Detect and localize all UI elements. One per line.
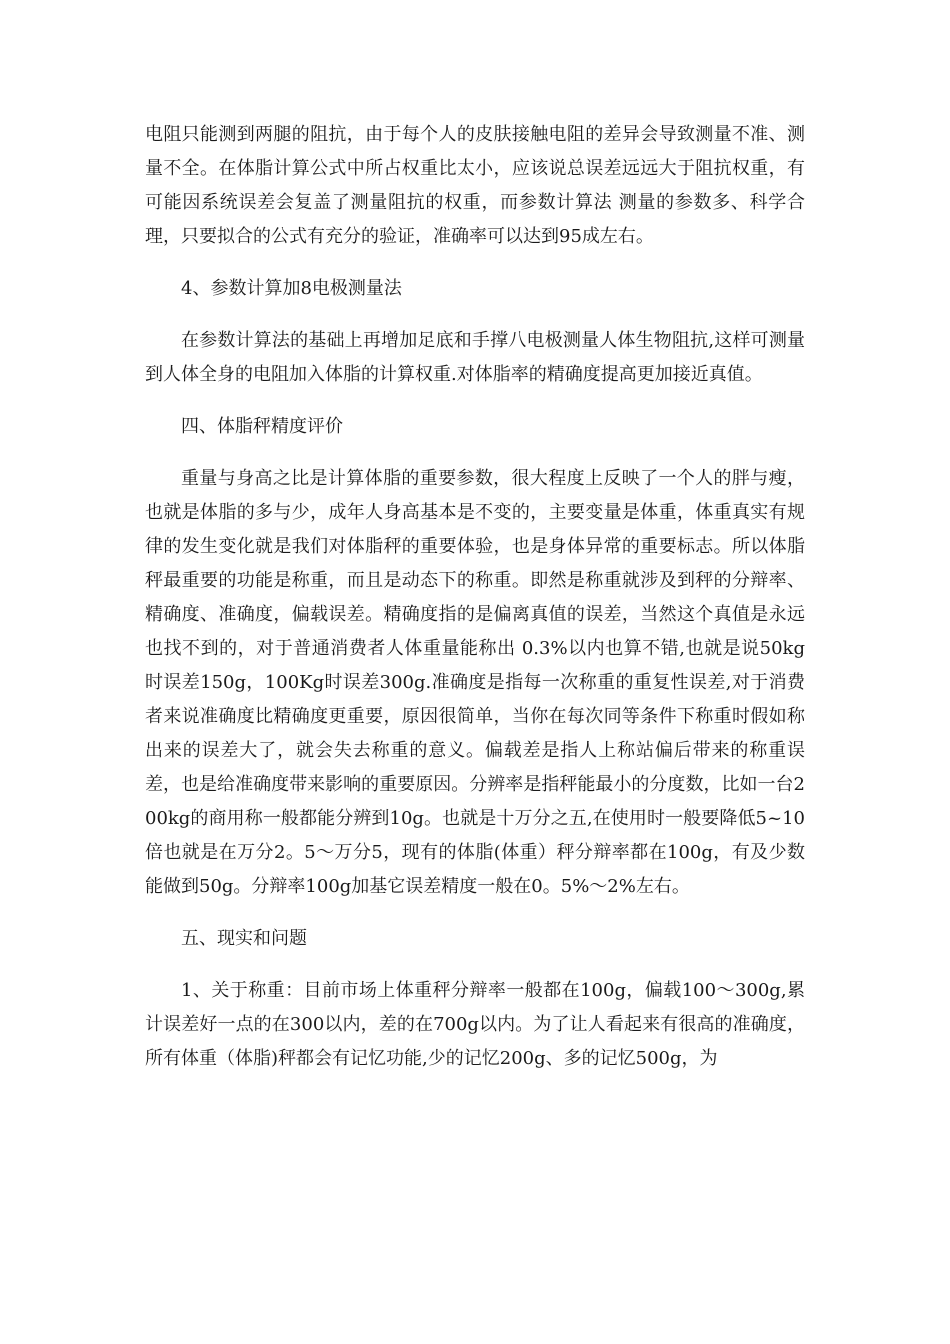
paragraph-section-5-item-1: 1、关于称重：目前市场上体重秤分辩率一般都在100g，偏载100～300g,累计误差好一点的在300以内，差的在700g以内。为了让人看起来有很高的准确度，所有体重（体脂)秤都会有记忆功能,少的记忆200g、多的记忆500g，为 [145,980,805,1069]
paragraph-continuation: 电阻只能测到两腿的阻抗，由于每个人的皮肤接触电阻的差异会导致测量不准、测量不全。在体脂计算公式中所占权重比太小，应该说总误差远远大于阻抗权重，有可能因系统误差会复盖了测量阻抗的权重，而参数计算法 测量的参数多、科学合理，只要拟合的公式有充分的验证，准确率可以达到95成左右。 [145,124,805,247]
heading-section-4: 四、体脂秤精度评价 [181,416,343,437]
heading-section-5: 五、现实和问题 [181,928,307,949]
paragraph-method-4: 在参数计算法的基础上再增加足底和手撑八电极测量人体生物阻抗,这样可测量到人体全身的电阻加入体脂的计算权重.对体脂率的精确度提高更加接近真值。 [145,330,805,385]
paragraph-section-4: 重量与身高之比是计算体脂的重要参数，很大程度上反映了一个人的胖与瘦，也就是体脂的多与少，成年人身高基本是不变的，主要变量是体重，体重真实有规律的发生变化就是我们对体脂秤的重要体验，也是身体异常的重要标志。所以体脂秤最重要的功能是称重，而且是动态下的称重。即然是称重就涉及到秤的分辩率、精确度、准确度，偏载误差。精确度指的是偏离真值的误差，当然这个真值是永远也找不到的，对于普通消费者人体重量能称出 0.3%以内也算不错,也就是说50kg时误差150g，100Kg时误差300g.准确度是指每一次称重的重复性误差,对于消费者来说准确度比精确度更重要，原因很简单，当你在每次同等条件下称重时假如称出来的误差大了，就会失去称重的意义。偏载差是指人上称站偏后带来的称重误差，也是给准确度带来影响的重要原因。分辨率是指秤能最小的分度数，比如一台200kg的商用称一般都能分辨到10g。也就是十万分之五,在使用时一般要降低5~10倍也就是在万分2。5～万分5，现有的体脂(体重）秤分辩率都在100g，有及少数能做到50g。分辩率100g加基它误差精度一般在0。5%～2%左右。 [145,468,805,897]
document-page [145,118,805,1076]
heading-method-4: 4、参数计算加8电极测量法 [181,278,402,299]
